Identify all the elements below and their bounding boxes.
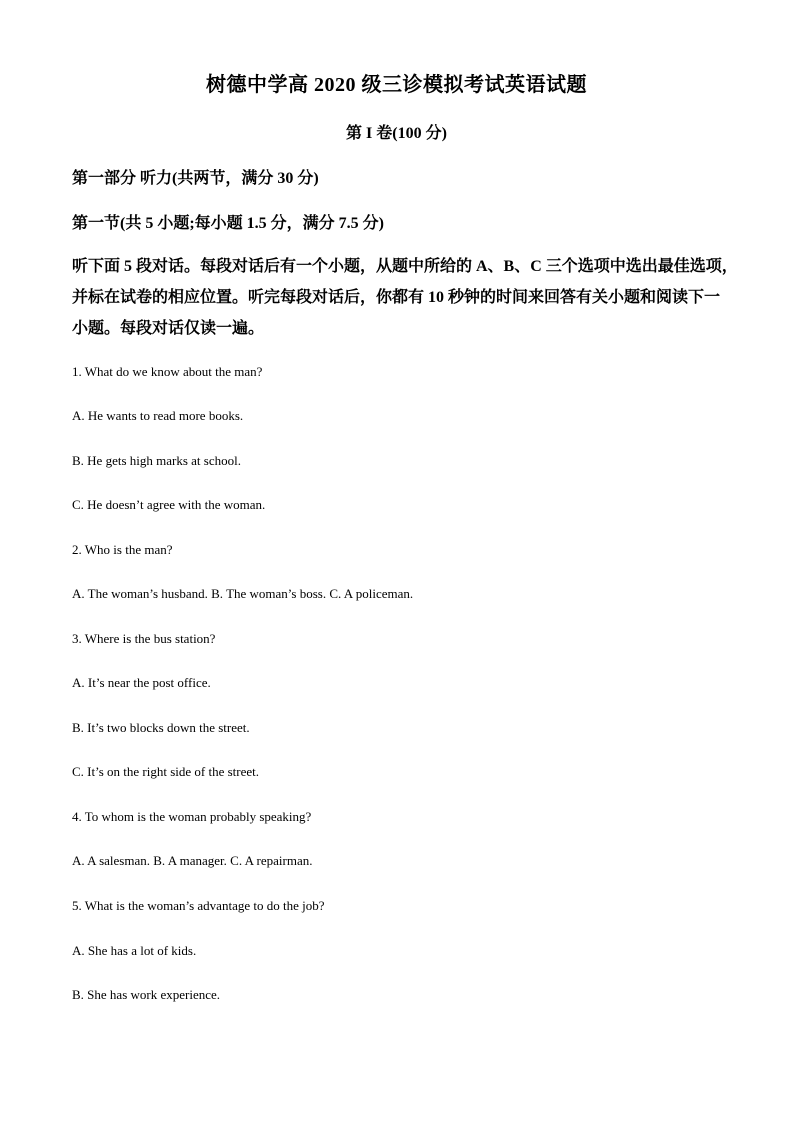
instructions	[72, 251, 738, 344]
question-2-options: A. The woman’s husband. B. The woman’s boss. C. A policeman.	[72, 586, 414, 601]
question-3-option-c: C. It’s on the right side of the street.	[72, 764, 260, 779]
question-4-options: A. A salesman. B. A manager. C. A repairman.	[72, 853, 313, 868]
question-3-option-b: B. It’s two blocks down the street.	[72, 720, 250, 735]
question-5-option-a: A. She has a lot of kids.	[72, 943, 197, 958]
question-1-option-b: B. He gets high marks at school.	[72, 453, 241, 468]
question-3: 3. Where is the bus station?	[72, 631, 216, 646]
question-4: 4. To whom is the woman probably speaking?	[72, 809, 312, 824]
instructions-line: 小题。每段对话仅读一遍。	[72, 320, 265, 337]
question-1: 1. What do we know about the man?	[72, 364, 263, 379]
question-1-option-a: A. He wants to read more books.	[72, 408, 244, 423]
instructions-line: 听下面 5 段对话。每段对话后有一个小题，从题中所给的 A、B、C 三个选项中选出最佳选项，	[72, 258, 738, 275]
question-5: 5. What is the woman’s advantage to do the job?	[72, 898, 325, 913]
section-heading: 第 I 卷(100 分)	[346, 125, 447, 142]
question-1-option-c: C. He doesn’t agree with the woman.	[72, 497, 266, 512]
part-heading: 第一部分 听力(共两节，满分 30 分)	[72, 170, 319, 187]
question-3-option-a: A. It’s near the post office.	[72, 675, 211, 690]
instructions-line: 并标在试卷的相应位置。听完每段对话后，你都有 10 秒钟的时间来回答有关小题和阅读下一	[72, 289, 721, 306]
question-2: 2. Who is the man?	[72, 542, 173, 557]
exam-title: 树德中学高 2020 级三诊模拟考试英语试题	[206, 74, 587, 96]
question-5-option-b: B. She has work experience.	[72, 987, 221, 1002]
subsection-heading: 第一节(共 5 小题;每小题 1.5 分，满分 7.5 分)	[72, 215, 384, 232]
